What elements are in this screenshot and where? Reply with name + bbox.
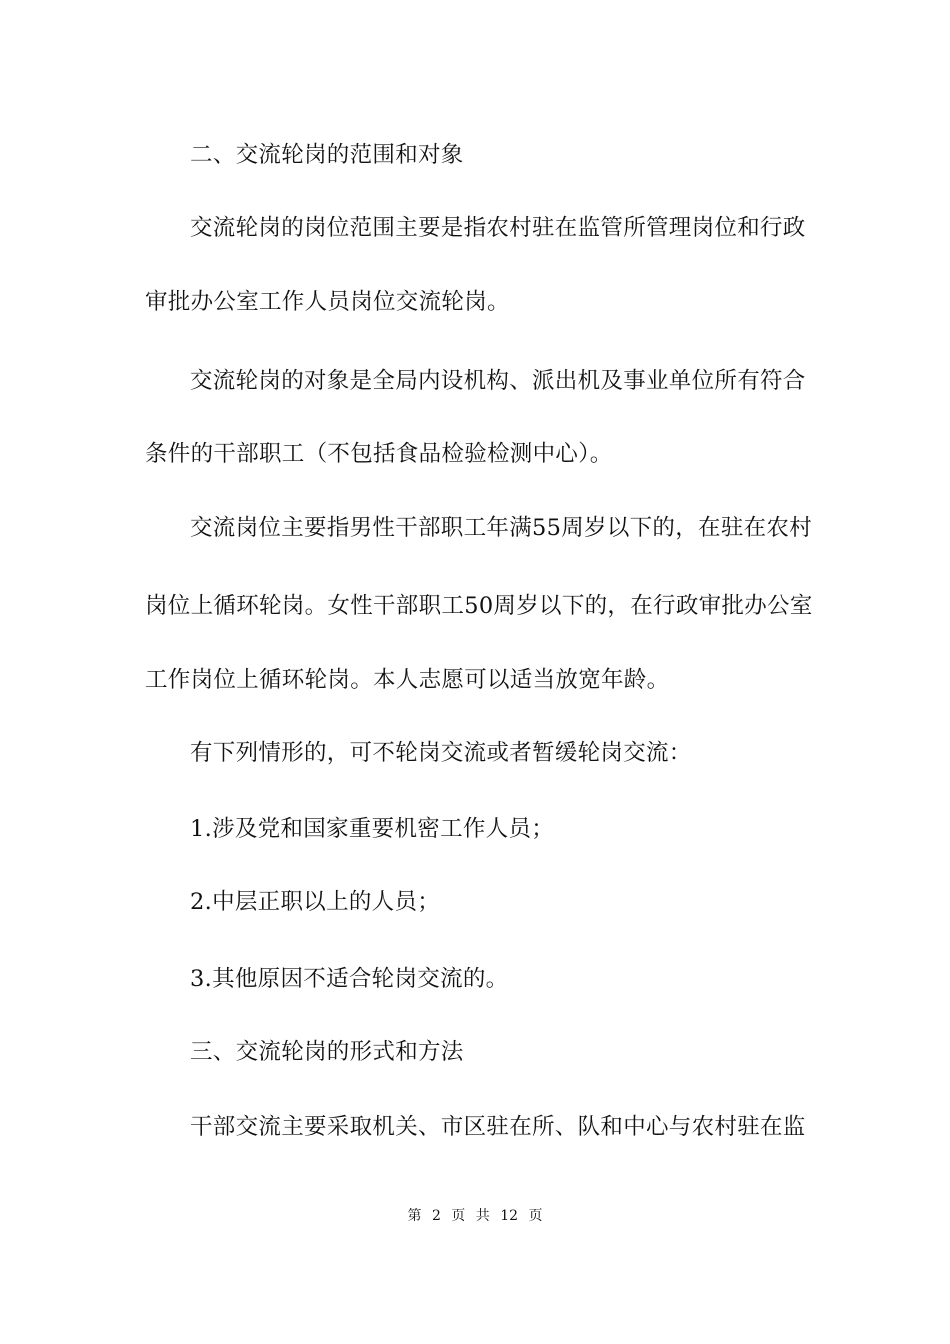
paragraph-line: 交流岗位主要指男性干部职工年满55周岁以下的，在驻在农村 [190, 515, 813, 541]
list-item: 2.中层正职以上的人员； [190, 889, 441, 915]
paragraph-line: 工作岗位上循环轮岗。本人志愿可以适当放宽年龄。 [145, 667, 670, 693]
section-heading-scope: 二、交流轮岗的范围和对象 [190, 142, 464, 168]
paragraph-line: 条件的干部职工（不包括食品检验检测中心）。 [145, 441, 613, 467]
page-number-footer: 第 2 页 共 12 页 [407, 1208, 543, 1224]
list-item: 1.涉及党和国家重要机密工作人员； [190, 816, 555, 842]
paragraph-line: 有下列情形的，可不轮岗交流或者暂缓轮岗交流： [190, 740, 692, 766]
paragraph-line: 干部交流主要采取机关、市区驻在所、队和中心与农村驻在监 [190, 1114, 806, 1140]
paragraph-line: 交流轮岗的岗位范围主要是指农村驻在监管所管理岗位和行政 [190, 215, 806, 241]
paragraph-line: 交流轮岗的对象是全局内设机构、派出机及事业单位所有符合 [190, 368, 806, 394]
section-heading-method: 三、交流轮岗的形式和方法 [190, 1039, 464, 1065]
paragraph-line: 岗位上循环轮岗。女性干部职工50周岁以下的，在行政审批办公室 [145, 593, 813, 619]
paragraph-line: 审批办公室工作人员岗位交流轮岗。 [145, 289, 510, 315]
list-item: 3.其他原因不适合轮岗交流的。 [190, 966, 509, 992]
